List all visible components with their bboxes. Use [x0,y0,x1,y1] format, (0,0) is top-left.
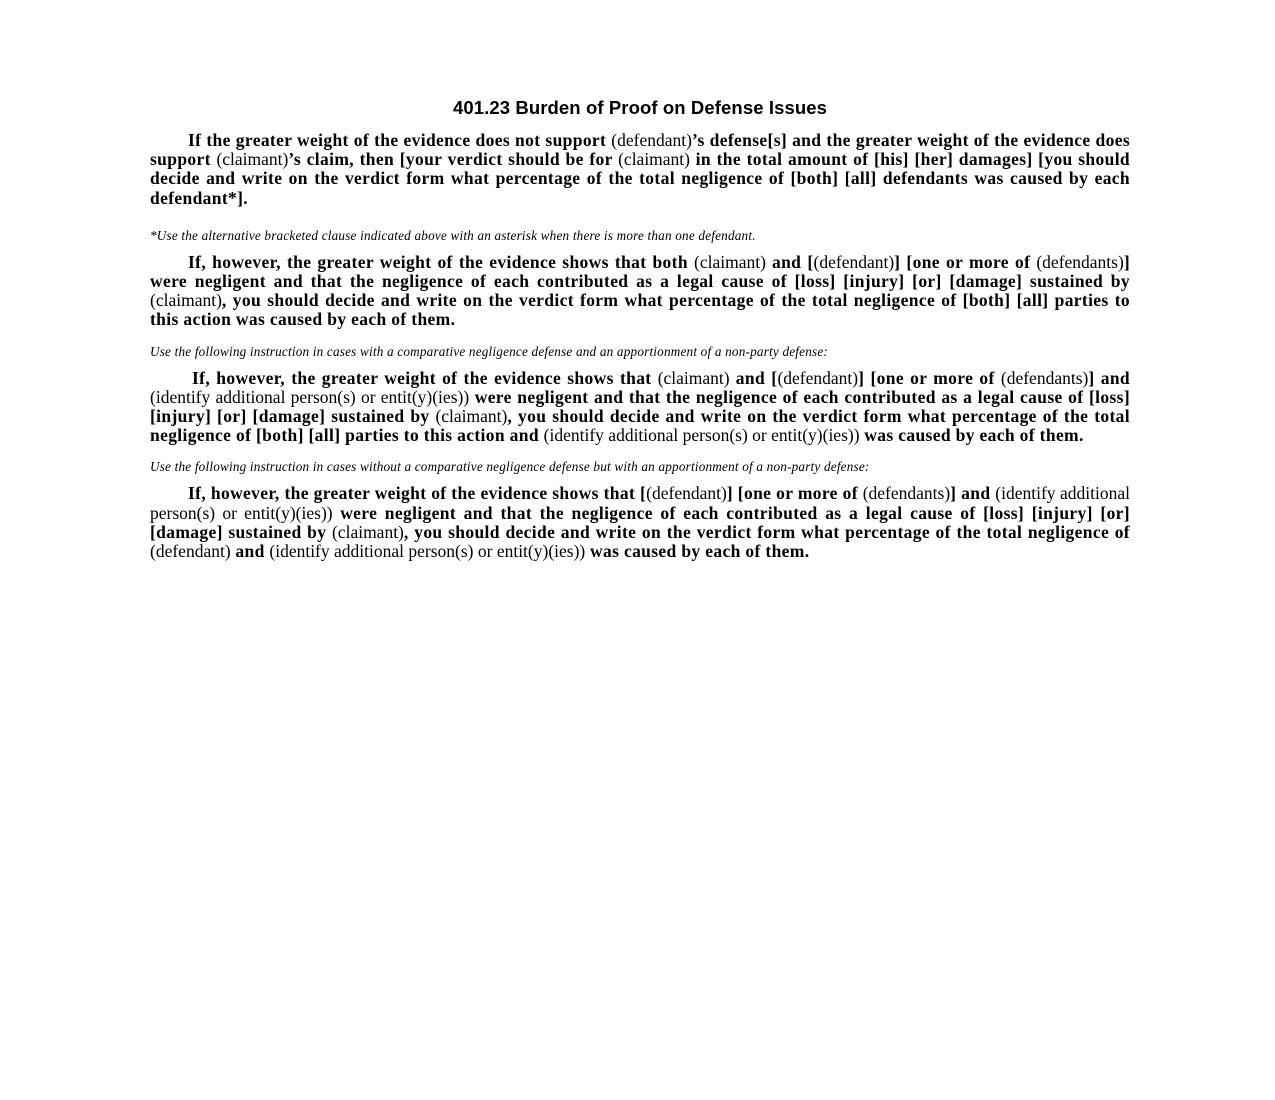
instruction-paragraph-3 [150,369,1130,446]
p3-placeholder: (claimant) [435,406,508,427]
p4-placeholder: (defendant) [646,483,727,504]
usage-note-3: Use the following instruction in cases without a comparative negligence defense but with an apportionment of a non-party defense: [150,459,870,475]
p4-text: was caused by each of them. [585,541,810,562]
p1-placeholder: (claimant) [618,149,690,170]
instruction-paragraph-2 [150,253,1130,330]
p4-placeholder: (defendants) [862,483,951,504]
p4-text: ] [one or more of [726,483,863,504]
p1-placeholder: (claimant) [216,149,289,170]
p4-placeholder: (identify additional person(s) or entit(y)(ies)) [269,541,586,562]
p3-text: If, however, the greater weight of the evidence shows that [192,367,658,388]
page-title: 401.23 Burden of Proof on Defense Issues [452,97,828,118]
p4-placeholder: (claimant) [331,521,404,542]
p2-text: , you should decide and write on the verdict form what percentage of the total negligence of [both] [all] parties to this action was caused by each of them. [150,290,1130,330]
p4-placeholder: (identify additional person(s) or entit(y)(ies)) [150,483,1130,523]
p4-text: , you should decide and write on the verdict form what percentage of the total negligence of [403,521,1130,542]
p4-text: ] and [950,483,996,504]
p3-placeholder: (identify additional person(s) or entit(y)(ies)) [150,386,470,407]
p1-text: ’s claim, then [your verdict should be for [288,149,619,170]
p1-text: If the greater weight of the evidence does not support [188,130,612,150]
p2-text: ] were negligent and that the negligence of each contributed as a legal cause of [loss] [injury] [or] [damage] sustained by [150,251,1130,292]
p3-placeholder: (defendants) [1000,367,1089,388]
p3-text: , you should decide and write on the verdict form what percentage of the total negligence of [both] [all] parties to this action and [150,406,1130,446]
p3-text: ] [one or more of [858,367,1001,388]
p1-text: ’s defense[s] and the greater weight of the evidence does support [150,130,1130,170]
p2-text: If, however, the greater weight of the evidence shows that both [188,251,694,272]
p3-text: was caused by each of them. [859,425,1084,446]
p2-placeholder: (defendants) [1036,251,1124,272]
p4-text: and [230,541,270,562]
p2-placeholder: (claimant) [694,251,766,272]
usage-note-2: Use the following instruction in cases with a comparative negligence defense and an apportionment of a non-party defense: [150,343,828,359]
instruction-paragraph-4 [150,484,1130,561]
p2-text: and [ [765,251,814,272]
p4-text: If, however, the greater weight of the evidence shows that [ [188,483,647,504]
p3-placeholder: (defendant) [777,367,859,388]
p2-placeholder: (claimant) [150,290,222,311]
p1-placeholder: (defendant) [611,130,692,150]
p3-placeholder: (identify additional person(s) or entit(y)(ies)) [543,425,860,446]
p1-text: in the total amount of [his] [her] damages] [you should decide and write on the verdict form what percentage of the total negligence of [both] [all] defendants was caused by each defendant*]. [150,149,1130,208]
instruction-paragraph-1 [150,131,1130,208]
p4-text: were negligent and that the negligence of each contributed as a legal cause of [loss] [injury] [or] [damage] sustained by [150,502,1130,542]
p3-placeholder: (claimant) [657,367,730,388]
p2-text: ] [one or more of [894,251,1037,272]
p3-text: ] and [1088,367,1130,388]
p3-text: and [ [729,367,778,388]
p2-placeholder: (defendant) [813,251,895,272]
p3-text: were negligent and that the negligence of each contributed as a legal cause of [loss] [injury] [or] [damage] sustained by [150,386,1130,427]
p4-placeholder: (defendant) [150,541,231,562]
usage-note-1: *Use the alternative bracketed clause indicated above with an asterisk when there is more than one defendant. [150,227,756,243]
document-page [150,97,1130,561]
